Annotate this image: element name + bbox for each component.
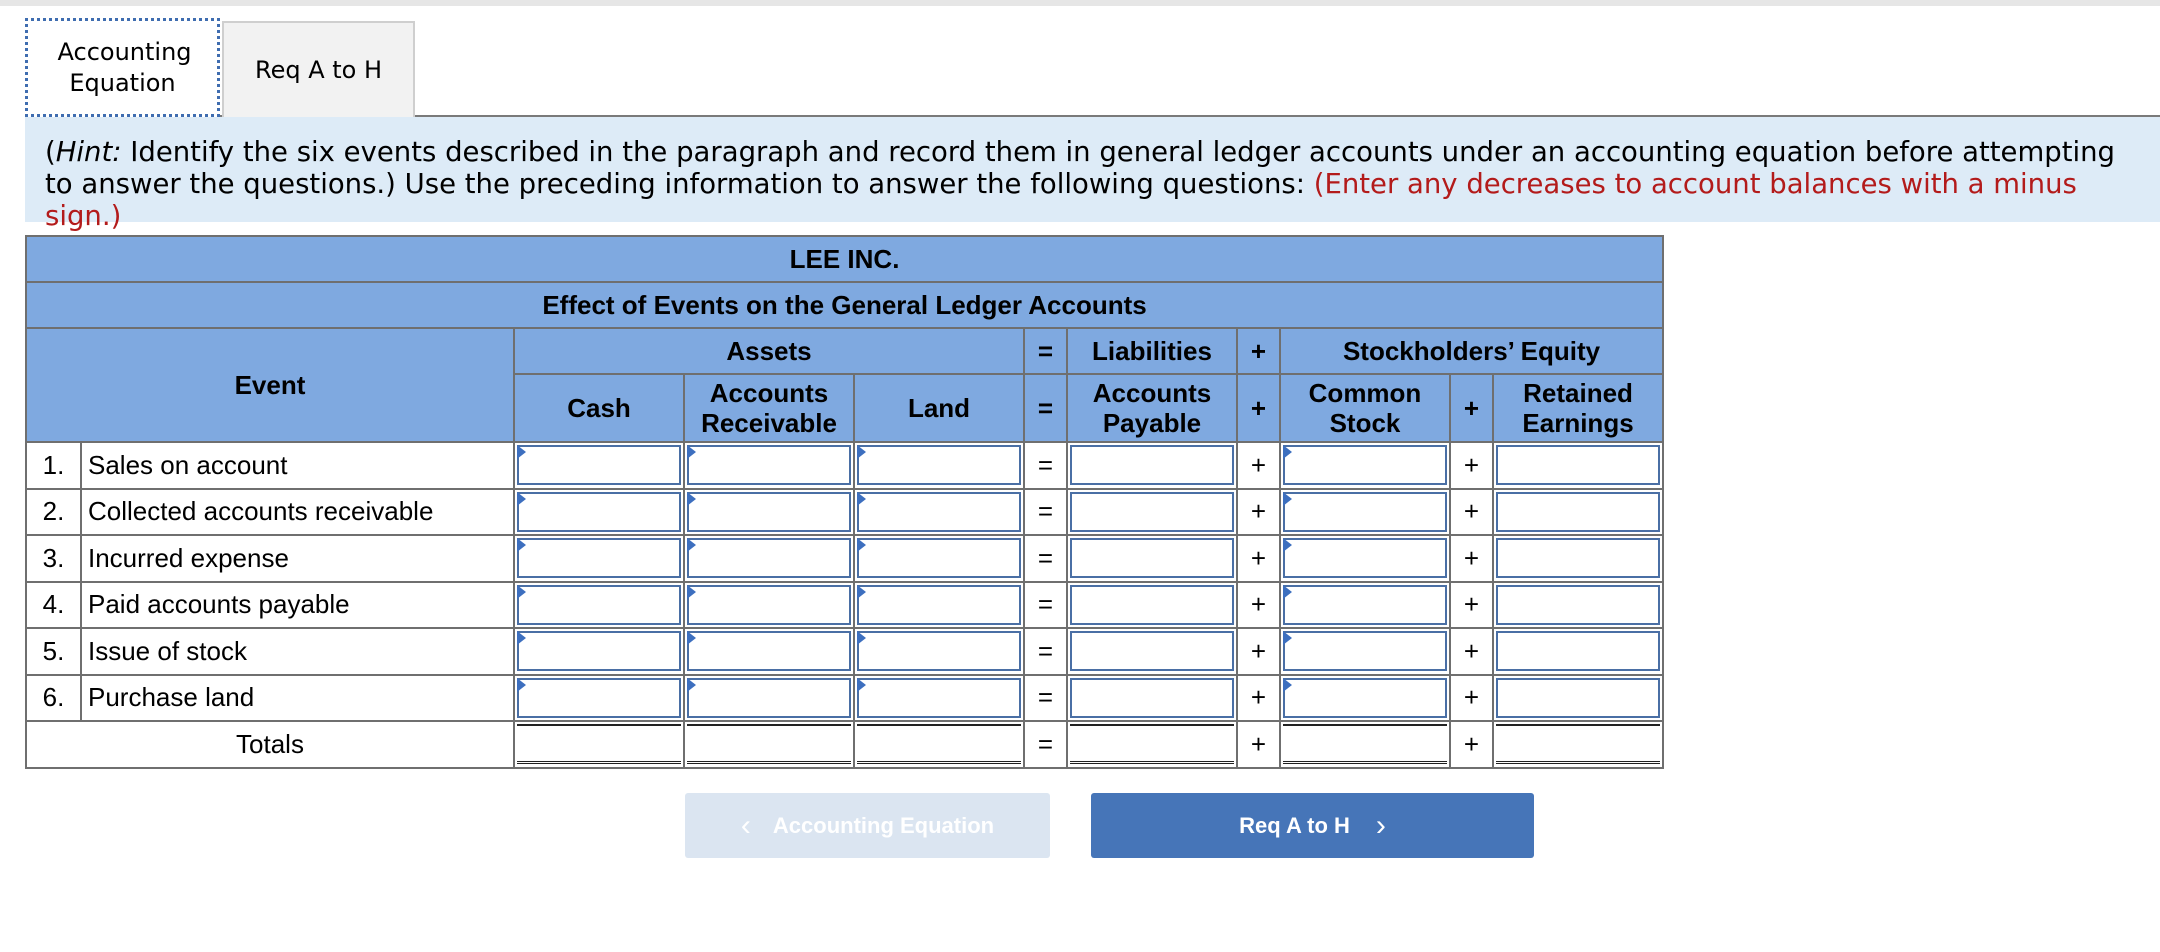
ledger-table — [25, 235, 1664, 769]
ap-cell — [1067, 628, 1237, 675]
common-stock-input[interactable] — [1283, 538, 1447, 578]
ar-cell — [684, 675, 854, 722]
re-cell — [1493, 582, 1663, 629]
retained-earnings-input[interactable] — [1496, 678, 1660, 718]
ap-cell — [1067, 582, 1237, 629]
ar-cell — [684, 535, 854, 582]
retained-earnings-input[interactable] — [1496, 585, 1660, 625]
retained-earnings-input[interactable] — [1496, 492, 1660, 532]
ar-cell — [684, 442, 854, 489]
common-stock-input[interactable] — [1283, 631, 1447, 671]
total-cash-cell — [514, 721, 684, 768]
cs-cell — [1280, 489, 1450, 536]
cash-input[interactable] — [517, 585, 681, 625]
tab-accounting-equation-label: Accounting Equation — [57, 37, 192, 97]
ap-cell — [1067, 535, 1237, 582]
event-name: Purchase land — [81, 675, 514, 722]
accounts-payable-input[interactable] — [1070, 538, 1234, 578]
next-req-a-to-h-button[interactable] — [1091, 793, 1534, 858]
event-row — [26, 582, 1663, 629]
col-equals: = — [1024, 374, 1067, 442]
accounts-payable-input[interactable] — [1070, 445, 1234, 485]
top-strip — [0, 0, 2160, 6]
equals-sign: = — [1024, 582, 1067, 629]
tab-req-a-to-h-label: Req A to H — [254, 55, 383, 84]
total-ar-cell — [684, 721, 854, 768]
event-header: Event — [26, 328, 514, 442]
common-stock-input[interactable] — [1283, 678, 1447, 718]
land-cell — [854, 489, 1024, 536]
plus-sign: + — [1237, 489, 1280, 536]
re-cell — [1493, 628, 1663, 675]
plus-sign: + — [1237, 535, 1280, 582]
ar-cell — [684, 582, 854, 629]
event-number: 1. — [26, 442, 81, 489]
accounts-receivable-input[interactable] — [687, 538, 851, 578]
cash-cell — [514, 675, 684, 722]
ar-cell — [684, 628, 854, 675]
re-cell — [1493, 442, 1663, 489]
total-cs-cell — [1280, 721, 1450, 768]
ap-cell — [1067, 489, 1237, 536]
ar-cell — [684, 489, 854, 536]
col-accounts-receivable: Accounts Receivable — [684, 374, 854, 442]
retained-earnings-input[interactable] — [1496, 445, 1660, 485]
accounts-receivable-input[interactable] — [687, 678, 851, 718]
event-number: 2. — [26, 489, 81, 536]
equals-sign: = — [1024, 675, 1067, 722]
cash-input[interactable] — [517, 538, 681, 578]
retained-earnings-input[interactable] — [1496, 631, 1660, 671]
event-number: 3. — [26, 535, 81, 582]
equals-sign: = — [1024, 489, 1067, 536]
next-button-label: Req A to H — [1239, 812, 1350, 838]
common-stock-input[interactable] — [1283, 492, 1447, 532]
col-plus-1: + — [1237, 374, 1280, 442]
accounts-receivable-input[interactable] — [687, 631, 851, 671]
plus-sign: + — [1450, 628, 1493, 675]
event-number: 4. — [26, 582, 81, 629]
equals-sign: = — [1024, 721, 1067, 768]
total-cash — [517, 724, 681, 764]
event-name: Sales on account — [81, 442, 514, 489]
plus-sign: + — [1450, 535, 1493, 582]
cash-cell — [514, 489, 684, 536]
cs-cell — [1280, 535, 1450, 582]
plus-sign: + — [1450, 442, 1493, 489]
event-name: Incurred expense — [81, 535, 514, 582]
accounts-receivable-input[interactable] — [687, 492, 851, 532]
cash-cell — [514, 582, 684, 629]
total-common-stock — [1283, 724, 1447, 764]
event-number: 5. — [26, 628, 81, 675]
land-input[interactable] — [857, 492, 1021, 532]
common-stock-input[interactable] — [1283, 585, 1447, 625]
accounts-payable-input[interactable] — [1070, 585, 1234, 625]
plus-sign: + — [1237, 442, 1280, 489]
company-title: LEE INC. — [26, 236, 1663, 282]
plus-sign: + — [1237, 582, 1280, 629]
event-name: Issue of stock — [81, 628, 514, 675]
cs-cell — [1280, 442, 1450, 489]
event-number: 6. — [26, 675, 81, 722]
land-cell — [854, 628, 1024, 675]
plus-sign: + — [1450, 721, 1493, 768]
equals-sign: = — [1024, 442, 1067, 489]
cs-cell — [1280, 582, 1450, 629]
chevron-left-icon: ‹ — [740, 808, 751, 842]
tab-accounting-equation[interactable] — [25, 18, 220, 117]
plus-sign: + — [1450, 675, 1493, 722]
total-re-cell — [1493, 721, 1663, 768]
event-row — [26, 628, 1663, 675]
cash-input[interactable] — [517, 445, 681, 485]
accounts-receivable-input[interactable] — [687, 585, 851, 625]
land-input[interactable] — [857, 678, 1021, 718]
prev-button-label: Accounting Equation — [772, 812, 995, 838]
cash-cell — [514, 442, 684, 489]
hint-banner — [25, 117, 2160, 232]
land-input[interactable] — [857, 445, 1021, 485]
land-cell — [854, 442, 1024, 489]
total-accounts-receivable — [687, 724, 851, 764]
col-retained-earnings: Retained Earnings — [1493, 374, 1663, 442]
plus-header: + — [1237, 328, 1280, 374]
plus-sign: + — [1450, 582, 1493, 629]
col-land: Land — [854, 374, 1024, 442]
total-land — [857, 724, 1021, 764]
hint-body: Identify the six events described in the paragraph and record them in general ledger accounts under an accounting equation before attempting to answer the questions.) Use the preceding information to answer the following questions: — [45, 136, 2115, 200]
re-cell — [1493, 535, 1663, 582]
hint-red-note: (Enter any decreases to account balances with a minus sign.) — [45, 168, 2077, 232]
col-cash: Cash — [514, 374, 684, 442]
col-accounts-payable: Accounts Payable — [1067, 374, 1237, 442]
event-row — [26, 442, 1663, 489]
cash-cell — [514, 628, 684, 675]
common-stock-input[interactable] — [1283, 445, 1447, 485]
event-row — [26, 535, 1663, 582]
land-cell — [854, 582, 1024, 629]
event-name: Collected accounts receivable — [81, 489, 514, 536]
table-subtitle: Effect of Events on the General Ledger Accounts — [26, 282, 1663, 328]
accounts-payable-input[interactable] — [1070, 678, 1234, 718]
equals-header: = — [1024, 328, 1067, 374]
land-input[interactable] — [857, 538, 1021, 578]
land-cell — [854, 675, 1024, 722]
total-retained-earnings — [1496, 724, 1660, 764]
cash-input[interactable] — [517, 631, 681, 671]
assets-header: Assets — [514, 328, 1024, 374]
total-ap-cell — [1067, 721, 1237, 768]
re-cell — [1493, 489, 1663, 536]
cash-input[interactable] — [517, 678, 681, 718]
cs-cell — [1280, 675, 1450, 722]
col-common-stock: Common Stock — [1280, 374, 1450, 442]
event-row — [26, 675, 1663, 722]
land-cell — [854, 535, 1024, 582]
plus-sign: + — [1237, 628, 1280, 675]
plus-sign: + — [1237, 675, 1280, 722]
totals-label: Totals — [26, 721, 514, 768]
liabilities-header: Liabilities — [1067, 328, 1237, 374]
land-input[interactable] — [857, 631, 1021, 671]
cash-input[interactable] — [517, 492, 681, 532]
equals-sign: = — [1024, 628, 1067, 675]
re-cell — [1493, 675, 1663, 722]
ap-cell — [1067, 675, 1237, 722]
equals-sign: = — [1024, 535, 1067, 582]
tab-bar — [25, 18, 2160, 117]
accounts-payable-input[interactable] — [1070, 492, 1234, 532]
event-row — [26, 489, 1663, 536]
chevron-right-icon: › — [1375, 808, 1386, 842]
hint-open-paren: ( — [45, 136, 56, 168]
plus-sign: + — [1237, 721, 1280, 768]
land-input[interactable] — [857, 585, 1021, 625]
ap-cell — [1067, 442, 1237, 489]
retained-earnings-input[interactable] — [1496, 538, 1660, 578]
cash-cell — [514, 535, 684, 582]
equity-header: Stockholders’ Equity — [1280, 328, 1663, 374]
tab-req-a-to-h[interactable] — [222, 21, 415, 117]
cs-cell — [1280, 628, 1450, 675]
col-plus-2: + — [1450, 374, 1493, 442]
hint-italic-lead: Hint: — [55, 136, 122, 168]
event-name: Paid accounts payable — [81, 582, 514, 629]
total-land-cell — [854, 721, 1024, 768]
accounts-receivable-input[interactable] — [687, 445, 851, 485]
prev-accounting-equation-button — [685, 793, 1050, 858]
plus-sign: + — [1450, 489, 1493, 536]
total-accounts-payable — [1070, 724, 1234, 764]
totals-row — [26, 721, 1663, 768]
accounts-payable-input[interactable] — [1070, 631, 1234, 671]
